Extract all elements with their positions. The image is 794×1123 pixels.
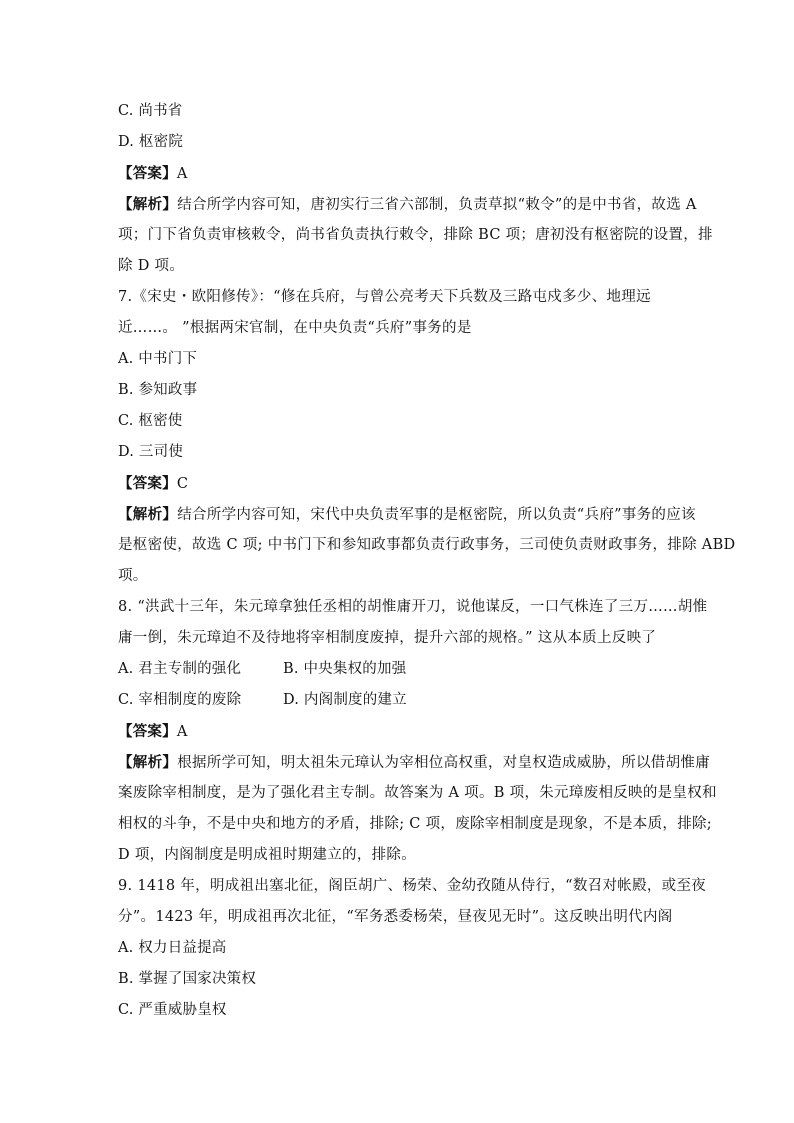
analysis-tag: 【解析】 <box>118 506 178 523</box>
answer-value: A <box>176 724 188 740</box>
q8-option-c: C. 宰相制度的废除 <box>118 692 242 708</box>
stem-line: 9. 1418 年，明成祖出塞北征，阁臣胡广、杨荣、金幼孜随从侍行，“数召对帐殿，或至夜 <box>118 878 707 894</box>
stem-line: 8. “洪武十三年，朱元璋拿独任丞相的胡惟庸开刀，说他谋反，一口气株连了三万……胡惟 <box>118 599 708 615</box>
answer-tag: 【答案】 <box>118 165 177 182</box>
q8-answer <box>118 716 680 747</box>
analysis-line: D 项，内阁制度是明成祖时期建立的，排除。 <box>118 847 417 863</box>
q8-option-d: D. 内阁制度的建立 <box>283 692 407 708</box>
q6-option-c: C. 尚书省 <box>118 103 183 119</box>
analysis-line: 结合所学内容可知，宋代中央负责军事的是枢密院，所以负责“兵府”事务的应该 <box>177 507 696 523</box>
q9-option-a: A. 权力日益提高 <box>118 940 227 956</box>
q8-analysis <box>118 747 717 871</box>
q7-analysis <box>118 499 736 592</box>
stem-line: 近……。 ”根据两宋官制，在中央负责“兵府”事务的是 <box>118 320 472 336</box>
analysis-line: 除 D 项。 <box>118 258 185 274</box>
analysis-line: 案废除宰相制度，是为了强化君主专制。故答案为 A 项。B 项，朱元璋废相反映的是皇权和 <box>118 785 717 801</box>
answer-value: C <box>176 476 189 492</box>
q6-answer <box>118 158 680 189</box>
q9-option-b: B. 掌握了国家决策权 <box>118 971 257 987</box>
q7-option-c: C. 枢密使 <box>118 413 183 429</box>
q8-stem <box>118 592 708 654</box>
answer-tag: 【答案】 <box>118 723 177 740</box>
q8-option-b: B. 中央集权的加强 <box>283 661 407 677</box>
exam-page <box>118 96 736 1026</box>
q8-option-a: A. 君主专制的强化 <box>118 661 242 677</box>
q8-options-row-1 <box>118 654 680 685</box>
analysis-tag: 【解析】 <box>118 196 178 213</box>
analysis-line: 结合所学内容可知，唐初实行三省六部制，负责草拟“敕令”的是中书省，故选 A <box>177 197 697 213</box>
q7-answer <box>118 468 680 499</box>
q7-option-b: B. 参知政事 <box>118 382 198 398</box>
q7-stem <box>118 282 680 344</box>
answer-value: A <box>176 166 188 182</box>
analysis-line: 项。 <box>118 568 148 584</box>
q7-option-a: A. 中书门下 <box>118 351 198 367</box>
q7-option-d: D. 三司使 <box>118 444 184 460</box>
analysis-line: 相权的斗争，不是中央和地方的矛盾，排除; C 项，废除宰相制度是现象，不是本质，排除; <box>118 816 712 832</box>
q6-option-d: D. 枢密院 <box>118 134 184 150</box>
analysis-line: 是枢密使，故选 C 项; 中书门下和参知政事都负责行政事务，三司使负责财政事务，排除 ABD <box>118 537 736 553</box>
analysis-tag: 【解析】 <box>118 754 178 771</box>
answer-tag: 【答案】 <box>118 475 177 492</box>
stem-line: 庸一倒，朱元璋迫不及待地将宰相制度废掉，提升六部的规格。” 这从本质上反映了 <box>118 630 657 646</box>
q9-stem <box>118 871 707 933</box>
stem-line: 分”。1423 年，明成祖再次北征，“军务悉委杨荣，昼夜见无时”。这反映出明代内阁 <box>118 909 673 925</box>
analysis-line: 根据所学可知，明太祖朱元璋认为宰相位高权重，对皇权造成威胁，所以借胡惟庸 <box>177 755 710 771</box>
q8-options-row-2 <box>118 685 680 716</box>
analysis-line: 项；门下省负责审核敕令，尚书省负责执行敕令，排除 BC 项；唐初没有枢密院的设置，排 <box>118 227 713 243</box>
q9-option-c: C. 严重威胁皇权 <box>118 1002 227 1018</box>
q6-analysis <box>118 189 713 282</box>
stem-line: 7.《宋史・欧阳修传》：“修在兵府，与曾公亮考天下兵数及三路屯戍多少、地理远 <box>118 289 651 305</box>
